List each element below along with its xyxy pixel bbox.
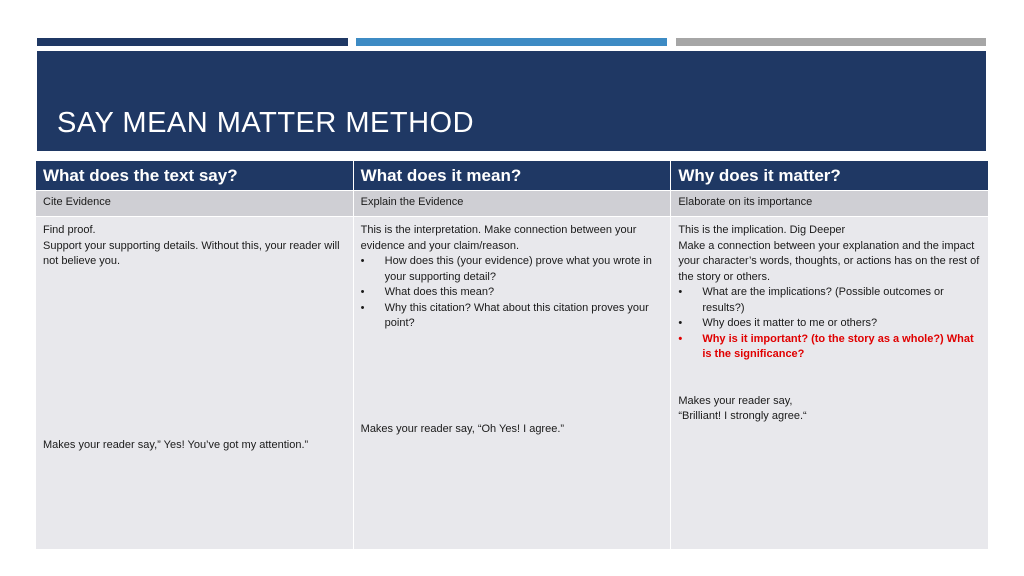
say-line: Find proof. xyxy=(43,224,96,236)
list-item: • What does this mean? xyxy=(361,285,664,301)
cell-mean xyxy=(353,217,671,550)
matter-reader-reaction-2: “Brilliant! I strongly agree.“ xyxy=(678,410,807,422)
bullet-icon: • xyxy=(678,286,683,298)
say-reader-reaction: Makes your reader say,” Yes! You’ve got my attention.” xyxy=(43,439,309,451)
mean-intro: This is the interpretation. Make connection between your evidence and your claim/reason. xyxy=(360,224,637,252)
bullet-icon: • xyxy=(678,317,683,329)
subheader-say: Cite Evidence xyxy=(36,191,354,217)
cell-matter xyxy=(671,217,989,550)
matter-intro-2: Make a connection between your explanation and the impact your character’s words, thoughts, or actions has on the rest of the story or others. xyxy=(678,239,980,283)
list-item: • Why this citation? What about this citation proves your point? xyxy=(360,301,649,329)
bullet-icon: • xyxy=(360,301,365,314)
body-row xyxy=(36,217,989,550)
header-say: What does the text say? xyxy=(36,161,354,191)
subheader-mean: Explain the Evidence xyxy=(353,191,671,217)
mean-reader-reaction: Makes your reader say, “Oh Yes! I agree.” xyxy=(360,423,565,435)
header-mean: What does it mean? xyxy=(353,161,671,191)
subheader-row xyxy=(36,191,989,217)
cell-say xyxy=(36,217,354,550)
matter-intro-1: This is the implication. Dig Deeper xyxy=(678,224,846,236)
bullet-icon: • xyxy=(360,255,365,267)
accent-bar-gray xyxy=(676,38,986,46)
say-mean-matter-table xyxy=(35,160,989,550)
subheader-matter: Elaborate on its importance xyxy=(671,191,989,217)
header-matter: Why does it matter? xyxy=(671,161,989,191)
bullet-icon: • xyxy=(678,332,683,345)
bullet-icon: • xyxy=(360,286,365,298)
say-line: Support your supporting details. Without this, your reader will not believe you. xyxy=(43,239,340,267)
list-item: • What are the implications? (Possible outcomes or results?) xyxy=(678,286,944,314)
slide-title: SAY MEAN MATTER METHOD xyxy=(57,107,475,139)
list-item: • How does this (your evidence) prove what you wrote in your supporting detail? xyxy=(360,255,652,283)
title-band xyxy=(37,51,986,151)
matter-reader-reaction-1: Makes your reader say, xyxy=(678,394,793,407)
mean-bullet-list xyxy=(361,254,664,332)
matter-bullet-list xyxy=(678,285,981,363)
accent-bar-blue xyxy=(356,38,667,46)
highlight-list-item: • Why is it important? (to the story as a whole?) What is the significance? xyxy=(678,332,974,360)
accent-bar-navy xyxy=(37,38,348,46)
list-item: • Why does it matter to me or others? xyxy=(678,316,981,332)
header-row xyxy=(36,161,989,191)
